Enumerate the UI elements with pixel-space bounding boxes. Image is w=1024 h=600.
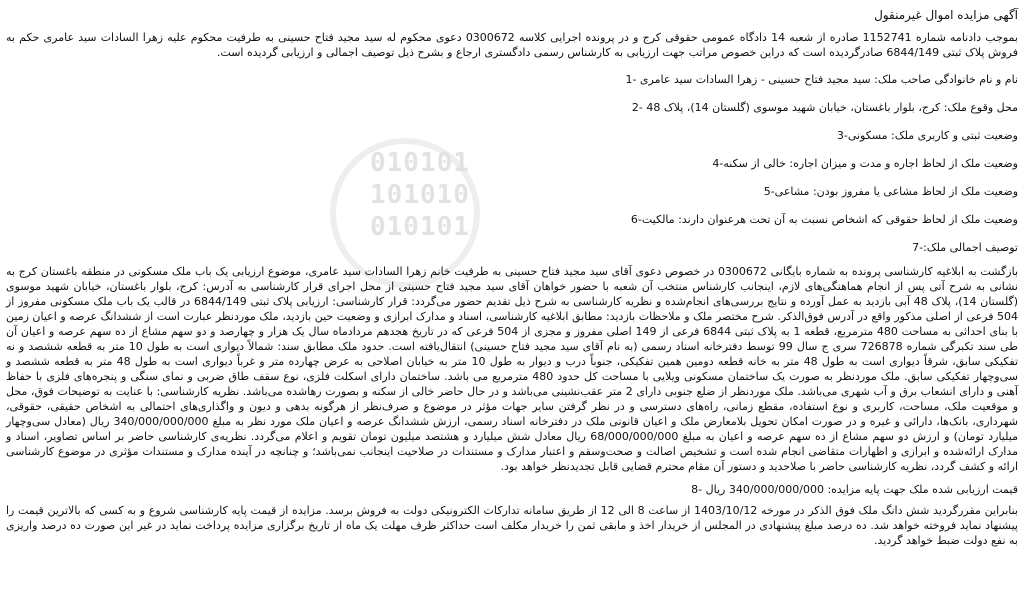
watermark-binary-line: 101010	[370, 180, 470, 210]
expert-report-paragraph: بازگشت به ابلاغیه کارشناسی پرونده به شماره بایگانی 0300672 در خصوص دعوی آقای سید مجید فتاح حسینی به طرفیت خانم زهرا السادات سید عامری، موضوع ارزیابی یک باب ملک مسکونی در منطقه باغستان کرج به نشانی به شرح آتی پس از انجام هماهنگی‌های لازم، اینجانب کارشناس منتخب آن شعبه با حضور خواهان آقای سید مجید فتاح حسینی از محل اجرای قرار کارشناسی به آدرس: کرج، بلوار باغستان، خیابان شهید موسوی (گلستان 14)، پلاک 48 آبی بازدید به عمل آورده و نتایج بررسی‌های انجام‌شده و نظریه کارشناسی به شرح ذیل تقدیم حضور می‌گردد: قرار کارشناسی: ارزیابی پلاک ثبتی 6844/149 در قالب یک باب ملک مسکونی مفروز از 504 فرعی از اصلی مذکور واقع در آدرس فوق‌الذکر. شرح مختصر ملک و ملاحظات بازدید: مطابق ابلاغیه کارشناسی، اسناد و مدارک ابرازی و وضعیت حین بازدید، ملک موردنظر عبارت است از ششدانگ عرصه و اعیان زمین با بنای احداثی به مساحت 480 مترمربع، قطعه 1 به پلاک ثبتی 6844 فرعی از 149 اصلی مفروز و مجزی از 504 فرعی که در تاریخ هجدهم مردادماه سال یک هزار و چهارصد و دو سهم مشاع از ده سهم عرصه و اعیان آن طی سند تکبرگی شماره 726878 سری ج سال 99 توسط دفترخانه اسناد رسمی (به نام آقای سید مجید فتاح حسینی) انتقال‌یافته است. حدود ملک مطابق سند: شمالاً دیواری است به طول 10 متر به قطعه ششصد و نه تفکیکی سابق، شرقاً دیواری است به طول 48 متر به خانه قطعه دومین همین تفکیکی، جنوباً درب و دیوار به طول 10 متر به خیابان اصلاحی به عرض چهارده متر و غرباً دیواری است به طول 48 متر به قطعه ششصد و سی‌وچهار تفکیکی سابق. ملک موردنظر به صورت یک ساختمان مسکونی ویلایی با مساحت کل حدود 480 مترمربع می باشد. ساختمان دارای اسکلت فلزی، نوع سقف طاق ضربی و نمای سنگی و پنجره‌های فلزی با حفاظ آهنی و دارای انشعاب برق و آب شهری می‌باشد. ملک موردنظر از ضلع جنوبی دارای 2 متر عقب‌نشینی می‌باشد و در حال حاضر خالی از سکنه و بصورت رهاشده می‌باشد. نظریه کارشناسی: با عنایت به توضیحات فوق، محل و موقعیت ملک، مساحت، کاربری و نوع استفاده، مقطع زمانی، راه‌های دسترسی و در نظر گرفتن سایر جهات مؤثر در موضوع و صرف‌نظر از هرگونه بدهی و دیون و واگذاری‌های احتمالی به اشخاص حقیقی، حقوقی، شهرداری، بانک‌ها، دارائی و غیره و در صورت امکان تحویل بلامعارض ملک و اعیان قانونی ملک در دفترخانه اسناد رسمی، ارزش ششدانگ عرصه و اعیان ملک مورد نظر به مبلغ 340/000/000/000 ریال (معادل سی‌وچهار میلیارد تومان) و ارزش دو سهم مشاع از ده سهم عرصه و اعیان به مبلغ 68/000/000/000 ریال معادل شش میلیارد و هشتصد میلیون تومان تقویم و اعلام می‌گردد. نظریه‌ی کارشناسی حاضر بر اساس تصاویر، اسناد و مدارک ارائه‌شده و ابرازی و اظهارات متقاضی انجام شده است و تشخیص اصالت و صحت‌وسقم و اعتبار مدارک و مستندات در صلاحیت اینجانب نمی‌باشد؛ و چنانچه در آینده مدارک و مستندات مؤثری در موضوع کارشناسی ارائه و کشف گردد، نظریه کارشناسی حاضر با صلاحدید و دستور آن مقام محترم قضایی قابل تجدیدنظر خواهد بود.	[6, 265, 1019, 473]
owner-name-item: نام و نام خانوادگی صاحب ملک: سید مجید فتاح حسینی - زهرا السادات سید عامری -1	[625, 73, 1018, 86]
registration-status-item: وضعیت ثبتی و کاربری ملک: مسکونی-3	[836, 129, 1018, 142]
legal-rights-item: وضعیت ملک از لحاظ حقوقی که اشخاص نسبت به آن تحت هرعنوان دارند: مالکیت-6	[630, 213, 1018, 226]
auction-terms-paragraph: بنابراین مقررگردید شش دانگ ملک فوق الذکر در مورخه 1403/10/12 از ساعت 8 الی 12 از طریق سامانه تدارکات الکترونیکی دولت به فروش برسد. مزایده از قیمت پایه کارشناسی شروع و به کسی که بالاترین قیمت را پیشنهاد نماید فروخته خواهد شد. ده درصد مبلغ پیشنهادی در المجلس از خریدار اخذ و مابقی ثمن را خریدار مکلف است حداکثر ظرف مهلت یک ماه از تاریخ برگزاری مزایده پرداخت نماید در غیر این صورت ده درصد واریزی به نفع دولت ضبط خواهد گردید.	[6, 504, 1018, 547]
property-location-item: محل وقوع ملک: کرج، بلوار باغستان، خیابان شهید موسوی (گلستان 14)، پلاک 48 -2	[631, 101, 1018, 114]
notice-intro-paragraph: بموجب دادنامه شماره 1152741 صادره از شعبه 14 دادگاه عمومی حقوقی کرج و در پرونده اجرایی کلاسه 0300672 دعوی محکوم له سید مجید فتاح حسینی به طرفیت محکوم علیه زهرا السادات سید عامری حکم به فروش پلاک ثبتی 6844/149 صادرگردیده است که دراین خصوص مراتب جهت ارزیابی به کارشناس رسمی دادگستری ارجاع و بشرح ذیل توصیف اجمالی و ارزیابی گردیده است.	[6, 31, 1018, 59]
property-description-heading: توصیف اجمالی ملک:-7	[912, 241, 1018, 254]
watermark-binary-line: 010101	[370, 148, 470, 178]
appraised-price-line: قیمت ارزیابی شده ملک جهت پایه مزایده: 340/000/000/000 ریال -8	[691, 483, 1018, 496]
lease-status-item: وضعیت ملک از لحاظ اجاره و مدت و میزان اجاره: خالی از سکنه-4	[712, 157, 1018, 170]
watermark-binary-line: 010101	[370, 212, 470, 242]
notice-title: آگهی مزایده اموال غیرمنقول	[874, 8, 1018, 22]
ownership-share-item: وضعیت ملک از لحاظ مشاعی یا مفروز بودن: مشاعی-5	[763, 185, 1018, 198]
